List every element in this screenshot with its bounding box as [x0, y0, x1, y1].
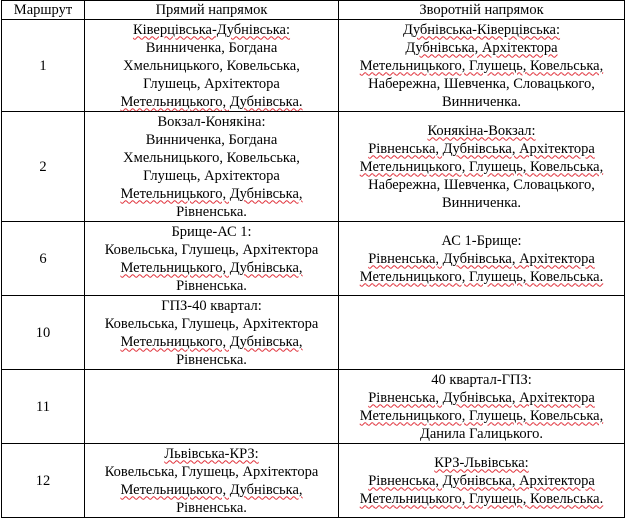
backward-route-title: АС 1-Брище:: [441, 232, 522, 249]
backward-stops-line: Рівненська, Дубнівська, Архітектора: [368, 140, 595, 157]
forward-stops-line: Рівненська.: [176, 203, 247, 220]
forward-stops-line: Рівненська.: [176, 499, 247, 516]
forward-stops-line: Хмельницького, Ковельська,: [123, 149, 300, 166]
forward-stops-line: Ковельська, Глушець, Архітектора: [104, 463, 319, 480]
header-backward: Зворотній напрямок: [339, 1, 625, 20]
backward-direction-cell: [339, 112, 625, 222]
route-number: 10: [2, 296, 85, 370]
table-row: [2, 444, 625, 518]
backward-route-title: Дубнівська-Ківерцівська:: [402, 21, 561, 38]
backward-stops-line: Винниченка.: [441, 93, 522, 110]
forward-route-title: Львівська-КРЗ:: [164, 445, 259, 462]
forward-stops-line: Глушець, Архітектора: [143, 167, 280, 184]
table-row: [2, 112, 625, 222]
backward-stops-line: Метельницького, Глушець, Ковельська,: [359, 158, 604, 175]
forward-stops-line: Хмельницького, Ковельська,: [123, 57, 300, 74]
backward-route-title: КРЗ-Львівська:: [434, 454, 529, 471]
backward-stops-line: Рівненська, Дубнівська, Архітектора: [368, 472, 595, 489]
forward-direction-cell: [85, 222, 339, 296]
forward-route-title: Вокзал-Конякіна:: [157, 113, 266, 130]
forward-direction-cell: [85, 20, 339, 112]
forward-route-title: ГПЗ-40 квартал:: [161, 297, 262, 314]
backward-stops-line: Рівненська, Дубнівська, Архітектора: [368, 389, 595, 406]
table-header-row: [2, 1, 625, 20]
backward-stops-line: Рівненська, Дубнівська, Архітектора: [368, 250, 595, 267]
backward-direction-cell: [339, 444, 625, 518]
route-number: 2: [2, 112, 85, 222]
backward-stops-line: Набережна, Шевченка, Словацького,: [368, 176, 595, 193]
route-number: 6: [2, 222, 85, 296]
forward-stops-line: Метельницького, Дубнівська.: [120, 93, 303, 110]
table-row: [2, 370, 625, 444]
table-row: [2, 20, 625, 112]
forward-route-title: Брище-АС 1:: [171, 223, 252, 240]
forward-stops-line: Метельницького, Дубнівська,: [120, 333, 303, 350]
backward-stops-line: Метельницького, Глушець, Ковельська.: [359, 490, 604, 507]
backward-stops-line: Набережна, Шевченка, Словацького,: [368, 75, 595, 92]
routes-table: [1, 0, 625, 518]
backward-route-title: Конякіна-Вокзал:: [427, 122, 536, 139]
forward-direction-cell: [85, 444, 339, 518]
route-number: 12: [2, 444, 85, 518]
backward-stops-line: Данила Галицького.: [419, 425, 544, 442]
route-number: 11: [2, 370, 85, 444]
backward-direction-cell: [339, 20, 625, 112]
backward-stops-line: Метельницького, Глушець, Ковельська,: [359, 57, 604, 74]
forward-route-title: Ківерцівська-Дубнівська:: [132, 21, 291, 38]
backward-stops-line: Метельницького, Глушець, Ковельська.: [359, 268, 604, 285]
table-row: [2, 296, 625, 370]
table-row: [2, 222, 625, 296]
backward-route-title: 40 квартал-ГПЗ:: [431, 371, 532, 388]
header-forward: Прямий напрямок: [85, 1, 339, 20]
backward-direction-cell: [339, 370, 625, 444]
forward-stops-line: Винниченка, Богдана: [145, 131, 278, 148]
header-route: Маршрут: [2, 1, 85, 20]
forward-stops-line: Рівненська.: [176, 277, 247, 294]
forward-direction-cell: [85, 112, 339, 222]
forward-stops-line: Рівненська.: [176, 351, 247, 368]
forward-direction-cell-empty: [85, 370, 339, 444]
forward-stops-line: Метельницького, Дубнівська,: [120, 481, 303, 498]
backward-stops-line: Винниченка.: [441, 194, 522, 211]
backward-stops-line: Дубнівська, Архітектора: [405, 39, 558, 56]
forward-stops-line: Метельницького, Дубнівська,: [120, 185, 303, 202]
forward-stops-line: Ковельська, Глушець, Архітектора: [104, 241, 319, 258]
backward-direction-cell: [339, 222, 625, 296]
backward-direction-cell-empty: [339, 296, 625, 370]
forward-stops-line: Метельницького, Дубнівська,: [120, 259, 303, 276]
backward-stops-line: Метельницького, Глушець, Ковельська,: [359, 407, 604, 424]
forward-stops-line: Винниченка, Богдана: [145, 39, 278, 56]
route-number: 1: [2, 20, 85, 112]
forward-stops-line: Ковельська, Глушець, Архітектора: [104, 315, 319, 332]
forward-stops-line: Глушець, Архітектора: [143, 75, 280, 92]
forward-direction-cell: [85, 296, 339, 370]
